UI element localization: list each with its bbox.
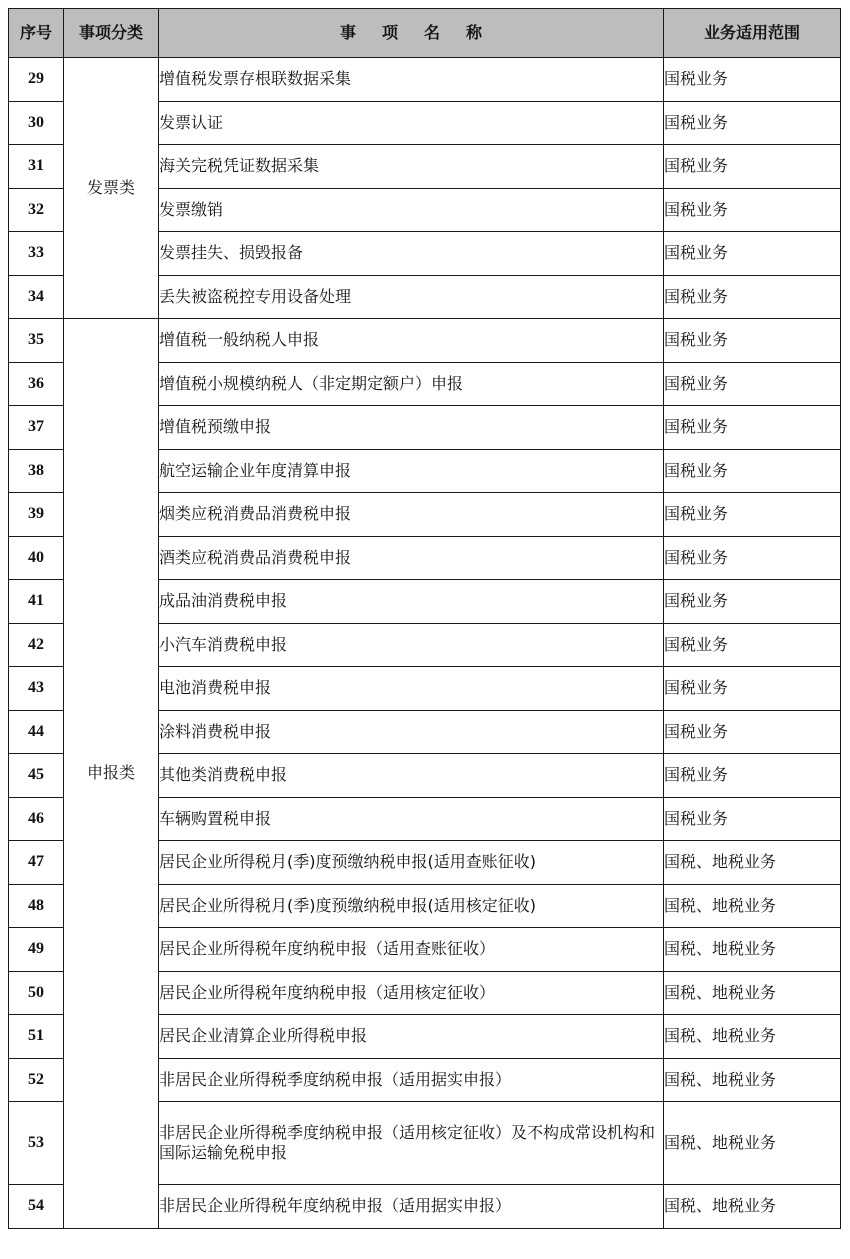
business-scope: 国税业务 xyxy=(664,623,841,667)
business-scope: 国税、地税业务 xyxy=(664,1058,841,1102)
row-number: 32 xyxy=(9,188,64,232)
item-name: 增值税一般纳税人申报 xyxy=(159,319,664,363)
row-number: 29 xyxy=(9,58,64,102)
row-number: 35 xyxy=(9,319,64,363)
business-scope: 国税业务 xyxy=(664,493,841,537)
row-number: 51 xyxy=(9,1015,64,1059)
row-number: 49 xyxy=(9,928,64,972)
business-scope: 国税、地税业务 xyxy=(664,1102,841,1185)
item-name: 非居民企业所得税季度纳税申报（适用据实申报） xyxy=(159,1058,664,1102)
item-name: 增值税小规模纳税人（非定期定额户）申报 xyxy=(159,362,664,406)
business-scope: 国税业务 xyxy=(664,580,841,624)
item-name: 居民企业所得税年度纳税申报（适用查账征收） xyxy=(159,928,664,972)
business-scope: 国税业务 xyxy=(664,275,841,319)
item-name: 小汽车消费税申报 xyxy=(159,623,664,667)
business-scope: 国税、地税业务 xyxy=(664,928,841,972)
table-header-row xyxy=(9,9,841,58)
item-name: 车辆购置税申报 xyxy=(159,797,664,841)
category-cell: 发票类 xyxy=(64,58,159,319)
item-name: 酒类应税消费品消费税申报 xyxy=(159,536,664,580)
business-scope: 国税业务 xyxy=(664,362,841,406)
row-number: 44 xyxy=(9,710,64,754)
business-scope: 国税业务 xyxy=(664,797,841,841)
business-scope: 国税业务 xyxy=(664,145,841,189)
row-number: 33 xyxy=(9,232,64,276)
row-number: 52 xyxy=(9,1058,64,1102)
item-name: 居民企业清算企业所得税申报 xyxy=(159,1015,664,1059)
business-scope: 国税业务 xyxy=(664,667,841,711)
item-name: 居民企业所得税月(季)度预缴纳税申报(适用查账征收) xyxy=(159,841,664,885)
row-number: 48 xyxy=(9,884,64,928)
item-name: 发票认证 xyxy=(159,101,664,145)
row-number: 46 xyxy=(9,797,64,841)
business-scope: 国税业务 xyxy=(664,58,841,102)
business-scope: 国税、地税业务 xyxy=(664,1185,841,1229)
row-number: 37 xyxy=(9,406,64,450)
item-name: 涂料消费税申报 xyxy=(159,710,664,754)
business-scope: 国税业务 xyxy=(664,406,841,450)
row-number: 50 xyxy=(9,971,64,1015)
header-name: 事项名称 xyxy=(159,9,664,58)
table-row xyxy=(9,58,841,102)
header-category: 事项分类 xyxy=(64,9,159,58)
row-number: 39 xyxy=(9,493,64,537)
business-scope: 国税业务 xyxy=(664,101,841,145)
business-scope: 国税业务 xyxy=(664,536,841,580)
row-number: 43 xyxy=(9,667,64,711)
item-name: 非居民企业所得税季度纳税申报（适用核定征收）及不构成常设机构和国际运输免税申报 xyxy=(159,1102,664,1185)
item-name: 其他类消费税申报 xyxy=(159,754,664,798)
row-number: 45 xyxy=(9,754,64,798)
item-name: 成品油消费税申报 xyxy=(159,580,664,624)
row-number: 34 xyxy=(9,275,64,319)
row-number: 47 xyxy=(9,841,64,885)
category-cell: 申报类 xyxy=(64,319,159,1229)
item-name: 烟类应税消费品消费税申报 xyxy=(159,493,664,537)
business-scope: 国税业务 xyxy=(664,710,841,754)
row-number: 31 xyxy=(9,145,64,189)
item-name: 丢失被盗税控专用设备处理 xyxy=(159,275,664,319)
business-scope: 国税业务 xyxy=(664,232,841,276)
row-number: 36 xyxy=(9,362,64,406)
business-scope: 国税业务 xyxy=(664,754,841,798)
row-number: 53 xyxy=(9,1102,64,1185)
row-number: 54 xyxy=(9,1185,64,1229)
item-name: 居民企业所得税年度纳税申报（适用核定征收） xyxy=(159,971,664,1015)
row-number: 41 xyxy=(9,580,64,624)
business-scope: 国税、地税业务 xyxy=(664,971,841,1015)
table-body xyxy=(9,58,841,1229)
item-name: 电池消费税申报 xyxy=(159,667,664,711)
item-name: 非居民企业所得税年度纳税申报（适用据实申报） xyxy=(159,1185,664,1229)
item-name: 发票挂失、损毁报备 xyxy=(159,232,664,276)
business-scope: 国税、地税业务 xyxy=(664,1015,841,1059)
business-scope: 国税业务 xyxy=(664,188,841,232)
header-no: 序号 xyxy=(9,9,64,58)
table-row xyxy=(9,319,841,363)
header-scope: 业务适用范围 xyxy=(664,9,841,58)
business-scope: 国税、地税业务 xyxy=(664,884,841,928)
item-name: 居民企业所得税月(季)度预缴纳税申报(适用核定征收) xyxy=(159,884,664,928)
row-number: 42 xyxy=(9,623,64,667)
item-name: 发票缴销 xyxy=(159,188,664,232)
item-name: 增值税发票存根联数据采集 xyxy=(159,58,664,102)
business-scope: 国税、地税业务 xyxy=(664,841,841,885)
item-name: 海关完税凭证数据采集 xyxy=(159,145,664,189)
item-name: 航空运输企业年度清算申报 xyxy=(159,449,664,493)
item-name: 增值税预缴申报 xyxy=(159,406,664,450)
row-number: 40 xyxy=(9,536,64,580)
row-number: 30 xyxy=(9,101,64,145)
business-scope: 国税业务 xyxy=(664,319,841,363)
business-scope: 国税业务 xyxy=(664,449,841,493)
tax-items-table xyxy=(8,8,841,1229)
row-number: 38 xyxy=(9,449,64,493)
